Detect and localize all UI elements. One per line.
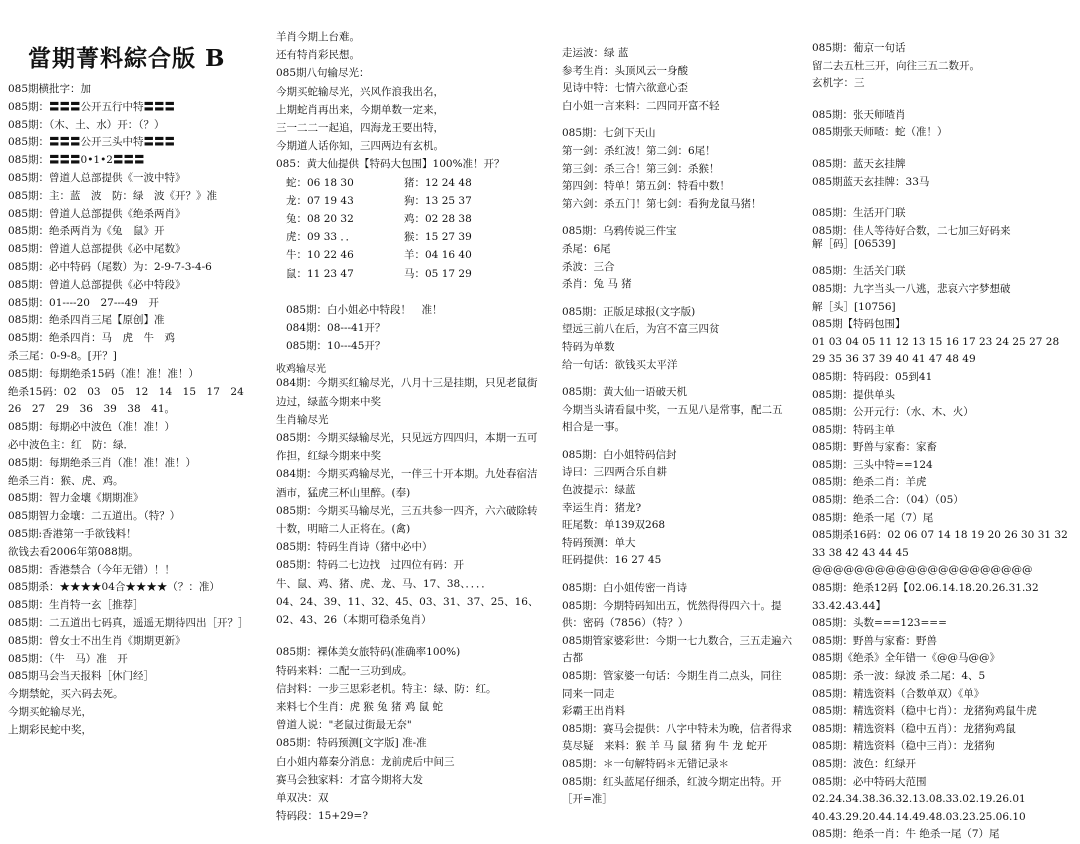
text-line: 085期：绝杀四肖三尾【原创】准 bbox=[8, 314, 165, 327]
text-line: 第六剑：杀五门！第七剑：看狗龙鼠马猪！ bbox=[562, 197, 762, 210]
zhang-tianshi-block bbox=[812, 107, 1076, 142]
text-line: 色波提示：绿蓝 bbox=[562, 484, 636, 497]
text-line: ［开=准］ bbox=[562, 793, 613, 806]
text-line: 02.24.34.38.36.32.13.08.33.02.19.26.01 bbox=[812, 793, 1026, 806]
text-line: 玄机字：三 bbox=[812, 77, 865, 90]
text-line: 085期：葡京一句话 bbox=[812, 42, 906, 54]
poem-block bbox=[276, 28, 554, 174]
text-line: @@@@@@@@@@@@@@@@@@@@@ bbox=[812, 564, 1033, 577]
text-line: 085期:香港第一手欲钱料！ bbox=[8, 527, 137, 540]
text-line: 解［头］[10756] bbox=[812, 300, 896, 313]
text-line: 085期：绝杀四肖：马 虎 牛 鸡 bbox=[8, 332, 176, 345]
text-line: 供：密码（7856）（特？） bbox=[562, 617, 689, 630]
text-line: 085：黄大仙提供【特码大包围】100%准！开？ bbox=[276, 158, 505, 171]
wong-tai-sin-block bbox=[562, 384, 812, 437]
text-line: 085期：蓝天玄挂牌 bbox=[812, 157, 906, 170]
text-line: 085期：香港禁合（今年无错）！！ bbox=[8, 563, 176, 576]
text-line: 特码预测：单大 bbox=[562, 536, 636, 549]
text-line: 上期彩民蛇中奖， bbox=[8, 723, 92, 736]
zodiac-row: 兔：08 20 32 鸡：02 28 38 bbox=[286, 213, 472, 226]
special-range-block bbox=[276, 301, 554, 356]
text-line: 085期：乌鸦传说三件宝 bbox=[562, 225, 677, 238]
text-line: 085期：裸体美女旅特码(准确率100%) bbox=[276, 646, 461, 659]
text-line: 085期：公开元行：（水、木、火） bbox=[812, 406, 974, 419]
text-line: 085期：九字当头一八逃，悲哀六字梦想破 bbox=[812, 282, 1011, 295]
text-line: 同来一同走 bbox=[562, 687, 615, 700]
text-line: 来料七个生肖：虎 猴 兔 猪 鸡 鼠 蛇 bbox=[276, 700, 444, 713]
secret-poem-block bbox=[562, 580, 812, 809]
text-line: 必中波色主：红 防：绿． bbox=[8, 438, 134, 451]
column-1-lines bbox=[8, 81, 270, 739]
text-line: 生肖输尽光 bbox=[276, 413, 329, 426]
text-line: 085期：特码预测[文字版] 准-准 bbox=[276, 737, 427, 750]
text-line: 33.42.43.44】 bbox=[812, 599, 886, 612]
text-line: 旺码提供：16 27 45 bbox=[562, 554, 662, 567]
text-line: 莫尽疑 来料：猴 羊 马 鼠 猪 狗 牛 龙 蛇开 bbox=[562, 740, 768, 753]
text-line: 曾道人说："老鼠过街最无奈" bbox=[276, 719, 412, 732]
text-line: 牛、鼠、鸡、猪、虎、龙、马、17、38、．．．． bbox=[276, 577, 492, 590]
zodiac-row: 鼠：11 23 47 马：05 17 29 bbox=[286, 267, 472, 280]
text-line: 参考生肖：头顶风云一身酸 bbox=[562, 64, 688, 77]
naked-beauty-block bbox=[276, 643, 554, 825]
text-line: 085期：曾道人总部提供《必中尾数》 bbox=[8, 243, 186, 256]
text-line: 085期：（牛 马）准 开 bbox=[8, 652, 128, 665]
text-line: 085期：绝杀二合：（04）（05） bbox=[812, 494, 964, 507]
text-line: 084期：今期买红输尽光，八月十三是挂期，只见老鼠街 bbox=[276, 377, 538, 390]
text-line: 诗曰：三四两合乐自耕 bbox=[562, 466, 667, 479]
text-line: 085期：特码二七边找 过四位有码：开 bbox=[276, 559, 465, 572]
text-line: 085期杀：★★★★04合★★★★（？：准） bbox=[8, 581, 220, 594]
text-line: 085期：今期特码知出五，恍然得得四六十。提 bbox=[562, 599, 782, 612]
special-envelope-block bbox=[562, 447, 812, 570]
close-couplet-block bbox=[812, 263, 1076, 844]
text-line: 085期：三头中特==124 bbox=[812, 458, 933, 471]
text-line: 085期：〓〓〓公开三头中特〓〓〓 bbox=[8, 136, 176, 149]
text-line: 085期：张天师喳肖 bbox=[812, 108, 906, 121]
text-line: 085期：绝杀一尾（7）尾 bbox=[812, 511, 934, 524]
text-line: 085期：二五道出七码真，遥遥无期待四出［开？］ bbox=[8, 616, 249, 629]
text-line: 旺尾数：单139双268 bbox=[562, 519, 666, 532]
text-line: 今期买蛇输尽光， bbox=[8, 705, 92, 718]
text-line: 085期蓝天玄挂牌：33马 bbox=[812, 175, 930, 188]
text-line: 十数，明暗二人正将在。(禽) bbox=[276, 523, 411, 536]
text-line: 古都 bbox=[562, 652, 583, 665]
text-line: 绝杀三肖：猴、虎、鸡。 bbox=[8, 474, 124, 487]
text-line: 04、24、39、11、32、45、03、31、37、25、16、 bbox=[276, 595, 539, 608]
text-line: 085期：每期绝杀三肖（准！准！准！） bbox=[8, 456, 197, 469]
text-line: 01 03 04 05 11 12 13 15 16 17 23 24 25 27 28 bbox=[812, 335, 1060, 348]
text-line: 085期：绝杀两肖为《兔 鼠》开 bbox=[8, 225, 165, 238]
text-line: 085期：曾女士不出生肖《期期更新》 bbox=[8, 634, 186, 647]
text-line: 第四剑：特单！第五剑：特看中数！ bbox=[562, 180, 730, 193]
text-line: 29 35 36 37 39 40 41 47 48 49 bbox=[812, 353, 976, 366]
text-line: 085期：杀一波：绿波 杀二尾：4、5 bbox=[812, 670, 986, 682]
text-line: 085期：特码主单 bbox=[812, 423, 896, 436]
text-line: 给一句话：欲钱买太平洋 bbox=[562, 358, 678, 371]
text-line: 今期当头请看鼠中奖，一五见八是常事，配二五 bbox=[562, 403, 783, 416]
column-3 bbox=[562, 0, 812, 809]
text-line: 第三剑：杀三合！第三剑：杀猴！ bbox=[562, 162, 720, 175]
text-line: 085期：〓〓〓0•1•2〓〓〓 bbox=[8, 154, 145, 167]
text-line: 上期蛇肖再出来，今期单数一定来， bbox=[276, 103, 444, 116]
text-line: 33 38 42 43 44 45 bbox=[812, 546, 909, 559]
zodiac-row: 牛：10 22 46 羊：04 16 40 bbox=[286, 249, 472, 262]
text-line: 今期禁蛇，买六码去死。 bbox=[8, 688, 124, 701]
zodiac-row: 龙：07 19 43 狗：13 25 37 bbox=[286, 194, 472, 207]
text-line: 杀三尾：0-9-8。[开？] bbox=[8, 349, 117, 362]
text-line: 杀肖：兔 马 猪 bbox=[562, 278, 632, 291]
text-line: 085期八句输尽光： bbox=[276, 67, 370, 80]
text-line: 今期买蛇输尽光，兴风作浪我出名， bbox=[276, 85, 444, 98]
text-line: 欲钱去看2006年第088期。 bbox=[8, 545, 139, 558]
text-line: 085期：生活开门联 bbox=[812, 207, 906, 220]
text-line: 085期杀16码：02 06 07 14 18 19 20 26 30 31 32 bbox=[812, 529, 1068, 542]
text-line: 085期：主：蓝 波 防：绿 波《开？》准 bbox=[8, 189, 218, 202]
text-line: 杀尾：6尾 bbox=[562, 242, 611, 255]
text-line: 白小姐一言来料：二四同开富不轻 bbox=[562, 99, 720, 112]
text-line: 085期：提供单头 bbox=[812, 388, 896, 401]
page-title: 當期菁料綜合版 B bbox=[28, 45, 226, 72]
text-line: 还有特肖彩民想。 bbox=[276, 49, 360, 62]
text-line: 第一剑：杀红波！第二剑：6尾！ bbox=[562, 144, 716, 157]
text-line: 085期：白小姐特码信封 bbox=[562, 448, 677, 461]
text-line: 三一二二一起追，四海龙王要出特， bbox=[276, 122, 444, 135]
text-line: 085期：绝杀一肖：牛 绝杀一尾（7）尾 bbox=[812, 828, 1000, 841]
text-line: 085期：10---45开？ bbox=[286, 340, 386, 353]
text-line: 留二去五杜三开，向往三五二数开。 bbox=[812, 59, 980, 72]
lose-all-block bbox=[276, 374, 554, 629]
lisboa-block bbox=[812, 40, 1076, 93]
open-couplet-block bbox=[812, 205, 1076, 249]
text-line: 绝杀15码：02 03 05 12 14 15 17 24 bbox=[8, 385, 244, 398]
text-line: 白小姐内幕秦分消息：龙前虎后中间三 bbox=[276, 755, 455, 768]
text-line: 特码段：15+29=? bbox=[276, 810, 368, 823]
text-line: 085期：曾道人总部提供《必中特段》 bbox=[8, 278, 186, 291]
blue-sky-block bbox=[812, 156, 1076, 191]
text-line: 边过，绿蓝今期来中奖 bbox=[276, 395, 381, 408]
text-line: 40.43.29.20.44.14.49.48.03.23.25.06.10 bbox=[812, 810, 1026, 823]
text-line: 085期：特码段：05到41 bbox=[812, 370, 933, 383]
text-line: 085期：生肖特一玄［推荐］ bbox=[8, 599, 144, 612]
text-line: 085期：正版足球报(文字版) bbox=[562, 305, 696, 318]
text-line: 084期：今期买鸡输尽光，一伴三十开本期。九处春宿洁 bbox=[276, 468, 538, 481]
text-line: 085期：必中特码（尾数）为：2-9-7-3-4-6 bbox=[8, 260, 212, 273]
text-line: 作担，红绿今期来中奖 bbox=[276, 450, 381, 463]
text-line: 085期：白小姐传密一肖诗 bbox=[562, 582, 688, 595]
text-line: 085期：赛马会提供：八字中特未为晚，信者得求 bbox=[562, 722, 793, 735]
text-line: 085期：必中特码大范围 bbox=[812, 775, 927, 788]
text-line: 085期：野兽与家畜：野兽 bbox=[812, 634, 938, 647]
text-line: 今期道人话你知，三四两边有玄机。 bbox=[276, 140, 444, 153]
text-line: 085期：野兽与家畜：家畜 bbox=[812, 441, 938, 454]
text-line: 085期：今期买马输尽光，三五共参一四齐，六六破除转 bbox=[276, 504, 538, 517]
text-line: 085期智力金壤：二五道出。（特？） bbox=[8, 510, 181, 523]
text-line: 085期：精选资料（稳中七肖）：龙猪狗鸡鼠牛虎 bbox=[812, 705, 1037, 718]
text-line: 085期：每期必中波色（准！准！） bbox=[8, 421, 176, 434]
text-line: 085期：＊一句解特码＊无错记录＊ bbox=[562, 757, 730, 770]
text-line: 085期：波色：红绿开 bbox=[812, 757, 917, 770]
text-line: 085期：曾道人总部提供《绝杀两肖》 bbox=[8, 207, 186, 220]
text-line: 085期：绝杀二肖：羊虎 bbox=[812, 476, 927, 489]
text-line: 085期：智力金壤《期期准》 bbox=[8, 492, 144, 505]
text-line: 赛马会独家料：才富今期将大发 bbox=[276, 773, 423, 786]
text-line: 彩霸王出肖料 bbox=[562, 705, 625, 718]
text-line: 085期：曾道人总部提供《一波中特》 bbox=[8, 171, 186, 184]
seven-swords-block bbox=[562, 125, 812, 213]
text-line: 走运波：绿 蓝 bbox=[562, 47, 629, 59]
text-line: 085期：红头蓝尾仔细杀，红波今期定出特。开 bbox=[562, 775, 782, 788]
text-line: 085期：今期买绿输尽光，只见远方四四归，本期一五可 bbox=[276, 432, 538, 445]
text-line: 羊肖今期上台难。 bbox=[276, 31, 360, 43]
text-line: 085期管家婆彩世：今期一七九数合，三五走遍六 bbox=[562, 634, 793, 647]
zodiac-row: 蛇：06 18 30 猪：12 24 48 bbox=[286, 176, 472, 189]
text-line: 085期：精选资料（稳中五肖）：龙猪狗鸡鼠 bbox=[812, 722, 1016, 735]
column-4 bbox=[812, 0, 1076, 841]
crow-legend-block bbox=[562, 223, 812, 293]
text-line: 085期《绝杀》全年错一《@@马@@》 bbox=[812, 652, 1001, 665]
text-line: 084期：08---41开？ bbox=[286, 322, 386, 335]
column-1 bbox=[8, 0, 270, 804]
text-line: 特码为单数 bbox=[562, 340, 615, 353]
text-line: 085期：绝杀12码【02.06.14.18.20.26.31.32 bbox=[812, 582, 1039, 595]
text-line: 085期：每期绝杀15码（准！准！准！） bbox=[8, 367, 199, 380]
text-line: 相合是一事。 bbox=[562, 421, 625, 434]
text-line: 特码来料：二配一三功到成。 bbox=[276, 664, 413, 677]
text-line: 见诗中特：七情六欲意心歪 bbox=[562, 82, 688, 95]
text-line: 085期：头数===123=== bbox=[812, 617, 947, 630]
text-line: 26 27 29 36 39 38 41。 bbox=[8, 403, 176, 416]
text-line: 085期马会当天报料［休门经］ bbox=[8, 670, 155, 683]
text-line: 单双决：双 bbox=[276, 791, 329, 804]
text-line: 085期：白小姐必中特段！ 准！ bbox=[286, 303, 443, 316]
text-line: 酒市，猛虎三杯山里醉。(奉) bbox=[276, 486, 411, 499]
text-line: 杀波：三合 bbox=[562, 260, 615, 273]
text-line: 085期：精选资料（稳中三肖）：龙猪狗 bbox=[812, 740, 995, 753]
text-line: 解［码］[06539] bbox=[812, 238, 896, 251]
column-2 bbox=[276, 0, 554, 823]
text-line: 085期：〓〓〓公开五行中特〓〓〓 bbox=[8, 100, 176, 113]
text-line: 02、43、26（本期可稳杀兔肖） bbox=[276, 614, 432, 627]
text-line: 085期：生活关门联 bbox=[812, 265, 906, 278]
text-line: 085期：佳人等待好合数，二七加三好码来 bbox=[812, 224, 1011, 237]
text-line: 信封料：一步三思彩老机。特主：绿、防：红。 bbox=[276, 682, 497, 695]
text-line: 085期：黄大仙一语破天机 bbox=[562, 386, 688, 399]
text-line: 085期：（木、土、水）开：（？） bbox=[8, 118, 165, 131]
text-line: 085期：管家婆一句话：今期生肖二点头，同往 bbox=[562, 670, 782, 682]
lucky-block bbox=[562, 45, 812, 115]
zodiac-table bbox=[276, 174, 554, 283]
text-line: 085期：01----20 27---49 开 bbox=[8, 296, 159, 309]
text-line: 085期：特码生肖诗（猪中必中） bbox=[276, 541, 433, 554]
text-line: 望远三前八在后，为宫不富三四贫 bbox=[562, 323, 720, 336]
football-report-block bbox=[562, 304, 812, 374]
text-line: 085期：精选资料（合数单双）《单》 bbox=[812, 687, 985, 700]
text-line: 085期：七剑下天山 bbox=[562, 127, 656, 140]
text-line: 幸运生肖：猪龙? bbox=[562, 501, 642, 514]
zodiac-row: 虎：09 33 ．． 猴：15 27 39 bbox=[286, 231, 472, 244]
cut-off-heading: 收鸡输尽光 bbox=[276, 364, 326, 376]
text-line: 085期张天师喳：蛇（准！） bbox=[812, 126, 948, 139]
text-line: 085期横批字：加 bbox=[8, 83, 92, 95]
text-line: 085期【特码包围】 bbox=[812, 318, 906, 331]
